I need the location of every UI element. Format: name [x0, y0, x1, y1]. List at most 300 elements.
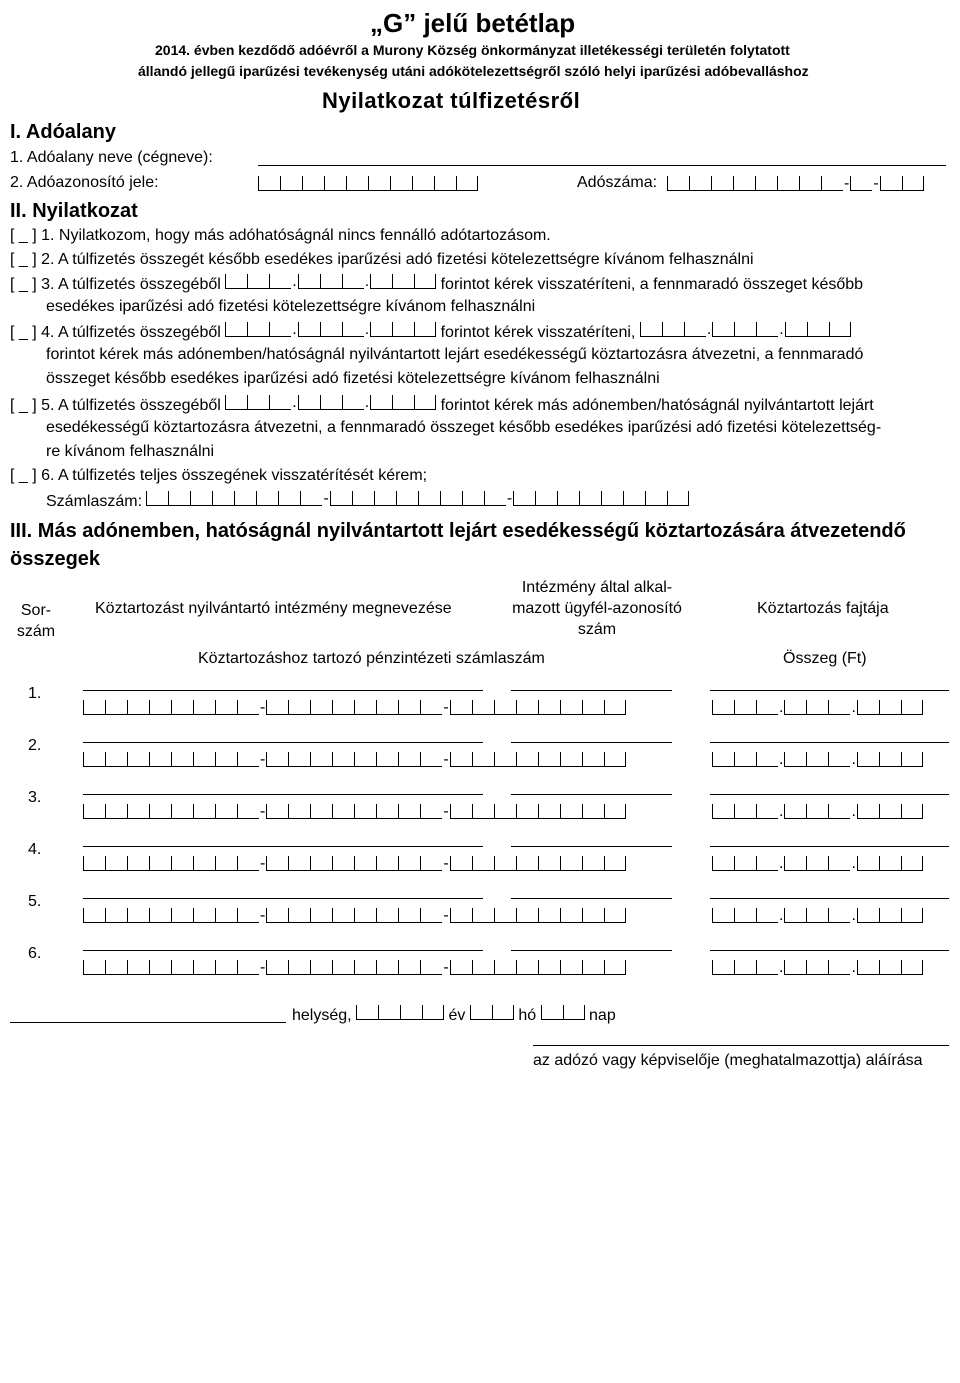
input-box[interactable]: [288, 960, 310, 975]
input-box[interactable]: [420, 856, 442, 871]
input-box[interactable]: [640, 322, 662, 337]
input-box[interactable]: [734, 960, 756, 975]
input-box[interactable]: [298, 395, 320, 410]
input-box[interactable]: [712, 804, 734, 819]
client-id-field[interactable]: [511, 690, 672, 691]
input-box[interactable]: [807, 322, 829, 337]
row-account-boxes[interactable]: [83, 960, 626, 980]
input-box[interactable]: [821, 176, 843, 191]
input-box[interactable]: [472, 804, 494, 819]
input-box[interactable]: [756, 856, 778, 871]
input-box[interactable]: [288, 908, 310, 923]
input-box[interactable]: [171, 752, 193, 767]
input-box[interactable]: [310, 908, 332, 923]
input-box[interactable]: [712, 752, 734, 767]
input-box[interactable]: [434, 176, 456, 191]
input-box[interactable]: [105, 700, 127, 715]
input-box[interactable]: [266, 700, 288, 715]
input-box[interactable]: [756, 908, 778, 923]
input-box[interactable]: [806, 700, 828, 715]
input-box[interactable]: [806, 752, 828, 767]
input-box[interactable]: [734, 322, 756, 337]
input-box[interactable]: [828, 908, 850, 923]
input-box[interactable]: [901, 752, 923, 767]
input-box[interactable]: [398, 804, 420, 819]
client-id-field[interactable]: [511, 742, 672, 743]
input-box[interactable]: [83, 960, 105, 975]
input-box[interactable]: [560, 752, 582, 767]
input-box[interactable]: [516, 856, 538, 871]
input-box[interactable]: [828, 804, 850, 819]
input-box[interactable]: [412, 176, 434, 191]
input-box[interactable]: [298, 322, 320, 337]
input-box[interactable]: [857, 752, 879, 767]
day-boxes[interactable]: [541, 1005, 585, 1020]
input-box[interactable]: [422, 1005, 444, 1020]
input-box[interactable]: [806, 908, 828, 923]
input-box[interactable]: [398, 960, 420, 975]
input-box[interactable]: [828, 700, 850, 715]
input-box[interactable]: [288, 804, 310, 819]
input-box[interactable]: [472, 960, 494, 975]
input-box[interactable]: [400, 1005, 422, 1020]
input-box[interactable]: [392, 274, 414, 289]
input-box[interactable]: [320, 322, 342, 337]
input-box[interactable]: [601, 491, 623, 506]
year-boxes[interactable]: [356, 1005, 444, 1020]
debt-type-field[interactable]: [710, 846, 949, 847]
institution-field[interactable]: [83, 950, 483, 951]
input-box[interactable]: [171, 804, 193, 819]
input-box[interactable]: [828, 856, 850, 871]
input-box[interactable]: [901, 960, 923, 975]
input-box[interactable]: [901, 700, 923, 715]
input-box[interactable]: [247, 322, 269, 337]
input-box[interactable]: [756, 960, 778, 975]
input-box[interactable]: [225, 322, 247, 337]
input-box[interactable]: [269, 322, 291, 337]
input-box[interactable]: [784, 960, 806, 975]
input-box[interactable]: [560, 960, 582, 975]
input-box[interactable]: [225, 395, 247, 410]
input-box[interactable]: [310, 960, 332, 975]
input-box[interactable]: [450, 908, 472, 923]
row-account-boxes[interactable]: [83, 908, 626, 928]
institution-field[interactable]: [83, 742, 483, 743]
input-box[interactable]: [880, 176, 902, 191]
input-box[interactable]: [582, 960, 604, 975]
input-box[interactable]: [712, 908, 734, 923]
input-box[interactable]: [857, 856, 879, 871]
institution-field[interactable]: [83, 794, 483, 795]
input-box[interactable]: [538, 960, 560, 975]
input-box[interactable]: [298, 274, 320, 289]
input-box[interactable]: [784, 752, 806, 767]
input-box[interactable]: [127, 856, 149, 871]
input-box[interactable]: [212, 491, 234, 506]
input-box[interactable]: [310, 856, 332, 871]
input-box[interactable]: [516, 908, 538, 923]
row-account-boxes[interactable]: [83, 856, 626, 876]
input-box[interactable]: [684, 322, 706, 337]
input-box[interactable]: [604, 908, 626, 923]
item-3-amount-boxes[interactable]: [225, 274, 436, 289]
input-box[interactable]: [127, 700, 149, 715]
input-box[interactable]: [582, 752, 604, 767]
institution-field[interactable]: [83, 846, 483, 847]
input-box[interactable]: [734, 804, 756, 819]
tax-number-boxes[interactable]: [667, 176, 924, 196]
input-box[interactable]: [354, 752, 376, 767]
input-box[interactable]: [193, 856, 215, 871]
input-box[interactable]: [538, 908, 560, 923]
input-box[interactable]: [777, 176, 799, 191]
input-box[interactable]: [712, 856, 734, 871]
input-box[interactable]: [310, 752, 332, 767]
input-box[interactable]: [450, 804, 472, 819]
input-box[interactable]: [492, 1005, 514, 1020]
input-box[interactable]: [168, 491, 190, 506]
input-box[interactable]: [83, 752, 105, 767]
input-box[interactable]: [784, 908, 806, 923]
input-box[interactable]: [398, 752, 420, 767]
input-box[interactable]: [494, 908, 516, 923]
input-box[interactable]: [756, 752, 778, 767]
input-box[interactable]: [324, 176, 346, 191]
input-box[interactable]: [414, 395, 436, 410]
input-box[interactable]: [450, 700, 472, 715]
debt-type-field[interactable]: [710, 690, 949, 691]
input-box[interactable]: [288, 856, 310, 871]
input-box[interactable]: [604, 804, 626, 819]
input-box[interactable]: [266, 856, 288, 871]
taxpayer-name-field[interactable]: [258, 165, 946, 166]
input-box[interactable]: [378, 1005, 400, 1020]
input-box[interactable]: [712, 322, 734, 337]
input-box[interactable]: [784, 804, 806, 819]
input-box[interactable]: [374, 491, 396, 506]
declaration-item-1[interactable]: [ _ ] 1. Nyilatkozom, hogy más adóhatóságnál nincs fennálló adótartozásom.: [10, 227, 551, 244]
input-box[interactable]: [462, 491, 484, 506]
input-box[interactable]: [171, 960, 193, 975]
input-box[interactable]: [829, 322, 851, 337]
input-box[interactable]: [215, 752, 237, 767]
input-box[interactable]: [494, 804, 516, 819]
input-box[interactable]: [850, 176, 872, 191]
input-box[interactable]: [879, 856, 901, 871]
input-box[interactable]: [376, 752, 398, 767]
declaration-item-4[interactable]: [10, 322, 851, 342]
input-box[interactable]: [342, 395, 364, 410]
input-box[interactable]: [342, 322, 364, 337]
input-box[interactable]: [193, 960, 215, 975]
row-amount-boxes[interactable]: [712, 700, 923, 720]
item-4-amount-boxes-2[interactable]: [640, 322, 851, 337]
input-box[interactable]: [784, 700, 806, 715]
input-box[interactable]: [733, 176, 755, 191]
place-field[interactable]: [10, 1022, 286, 1023]
input-box[interactable]: [269, 395, 291, 410]
input-box[interactable]: [215, 908, 237, 923]
input-box[interactable]: [538, 856, 560, 871]
input-box[interactable]: [149, 752, 171, 767]
input-box[interactable]: [237, 752, 259, 767]
input-box[interactable]: [310, 804, 332, 819]
input-box[interactable]: [105, 908, 127, 923]
input-box[interactable]: [901, 804, 923, 819]
input-box[interactable]: [390, 176, 412, 191]
debt-type-field[interactable]: [710, 950, 949, 951]
input-box[interactable]: [604, 752, 626, 767]
tax-id-boxes[interactable]: [258, 176, 478, 196]
input-box[interactable]: [538, 700, 560, 715]
month-boxes[interactable]: [470, 1005, 514, 1020]
input-box[interactable]: [516, 804, 538, 819]
input-box[interactable]: [806, 804, 828, 819]
input-box[interactable]: [579, 491, 601, 506]
input-box[interactable]: [513, 491, 535, 506]
signature-line[interactable]: [533, 1045, 949, 1046]
input-box[interactable]: [604, 856, 626, 871]
input-box[interactable]: [879, 752, 901, 767]
input-box[interactable]: [756, 700, 778, 715]
bank-account-row[interactable]: [46, 491, 689, 511]
input-box[interactable]: [225, 274, 247, 289]
input-box[interactable]: [756, 322, 778, 337]
input-box[interactable]: [266, 960, 288, 975]
input-box[interactable]: [193, 752, 215, 767]
input-box[interactable]: [398, 700, 420, 715]
input-box[interactable]: [667, 176, 689, 191]
row-amount-boxes[interactable]: [712, 960, 923, 980]
input-box[interactable]: [756, 804, 778, 819]
input-box[interactable]: [105, 804, 127, 819]
input-box[interactable]: [376, 700, 398, 715]
input-box[interactable]: [105, 960, 127, 975]
input-box[interactable]: [879, 908, 901, 923]
input-box[interactable]: [560, 700, 582, 715]
input-box[interactable]: [332, 960, 354, 975]
input-box[interactable]: [370, 322, 392, 337]
input-box[interactable]: [420, 804, 442, 819]
input-box[interactable]: [215, 700, 237, 715]
input-box[interactable]: [541, 1005, 563, 1020]
input-box[interactable]: [280, 176, 302, 191]
input-box[interactable]: [440, 491, 462, 506]
input-box[interactable]: [278, 491, 300, 506]
debt-type-field[interactable]: [710, 742, 949, 743]
input-box[interactable]: [370, 395, 392, 410]
input-box[interactable]: [623, 491, 645, 506]
input-box[interactable]: [516, 960, 538, 975]
input-box[interactable]: [300, 491, 322, 506]
input-box[interactable]: [494, 960, 516, 975]
input-box[interactable]: [450, 960, 472, 975]
input-box[interactable]: [354, 960, 376, 975]
input-box[interactable]: [193, 804, 215, 819]
input-box[interactable]: [857, 960, 879, 975]
input-box[interactable]: [828, 752, 850, 767]
input-box[interactable]: [288, 700, 310, 715]
row-amount-boxes[interactable]: [712, 856, 923, 876]
input-box[interactable]: [127, 908, 149, 923]
input-box[interactable]: [414, 322, 436, 337]
input-box[interactable]: [237, 908, 259, 923]
input-box[interactable]: [149, 960, 171, 975]
input-box[interactable]: [902, 176, 924, 191]
input-box[interactable]: [258, 176, 280, 191]
input-box[interactable]: [472, 752, 494, 767]
input-box[interactable]: [494, 856, 516, 871]
input-box[interactable]: [560, 804, 582, 819]
input-box[interactable]: [418, 491, 440, 506]
input-box[interactable]: [734, 908, 756, 923]
row-amount-boxes[interactable]: [712, 752, 923, 772]
input-box[interactable]: [420, 908, 442, 923]
input-box[interactable]: [472, 856, 494, 871]
input-box[interactable]: [247, 274, 269, 289]
bank-account-boxes[interactable]: [146, 491, 689, 506]
input-box[interactable]: [662, 322, 684, 337]
input-box[interactable]: [582, 700, 604, 715]
input-box[interactable]: [901, 856, 923, 871]
input-box[interactable]: [171, 856, 193, 871]
input-box[interactable]: [190, 491, 212, 506]
declaration-item-5[interactable]: [10, 395, 874, 415]
input-box[interactable]: [346, 176, 368, 191]
input-box[interactable]: [472, 700, 494, 715]
input-box[interactable]: [398, 908, 420, 923]
client-id-field[interactable]: [511, 950, 672, 951]
input-box[interactable]: [470, 1005, 492, 1020]
row-account-boxes[interactable]: [83, 804, 626, 824]
input-box[interactable]: [149, 908, 171, 923]
input-box[interactable]: [149, 856, 171, 871]
input-box[interactable]: [456, 176, 478, 191]
debt-type-field[interactable]: [710, 898, 949, 899]
input-box[interactable]: [215, 804, 237, 819]
input-box[interactable]: [237, 700, 259, 715]
input-box[interactable]: [785, 322, 807, 337]
input-box[interactable]: [370, 274, 392, 289]
declaration-item-6[interactable]: [ _ ] 6. A túlfizetés teljes összegének visszatérítését kérem;: [10, 467, 428, 484]
input-box[interactable]: [484, 491, 506, 506]
input-box[interactable]: [237, 960, 259, 975]
input-box[interactable]: [302, 176, 324, 191]
declaration-item-3[interactable]: [10, 274, 863, 294]
input-box[interactable]: [215, 960, 237, 975]
input-box[interactable]: [712, 960, 734, 975]
input-box[interactable]: [857, 908, 879, 923]
input-box[interactable]: [557, 491, 579, 506]
input-box[interactable]: [538, 752, 560, 767]
input-box[interactable]: [734, 856, 756, 871]
input-box[interactable]: [414, 274, 436, 289]
row-amount-boxes[interactable]: [712, 908, 923, 928]
client-id-field[interactable]: [511, 898, 672, 899]
input-box[interactable]: [420, 960, 442, 975]
input-box[interactable]: [689, 176, 711, 191]
input-box[interactable]: [83, 804, 105, 819]
debt-type-field[interactable]: [710, 794, 949, 795]
input-box[interactable]: [857, 804, 879, 819]
input-box[interactable]: [734, 700, 756, 715]
input-box[interactable]: [494, 752, 516, 767]
input-box[interactable]: [392, 322, 414, 337]
input-box[interactable]: [582, 804, 604, 819]
input-box[interactable]: [806, 960, 828, 975]
input-box[interactable]: [560, 908, 582, 923]
input-box[interactable]: [828, 960, 850, 975]
input-box[interactable]: [83, 908, 105, 923]
item-5-amount-boxes[interactable]: [225, 395, 436, 410]
input-box[interactable]: [171, 700, 193, 715]
input-box[interactable]: [450, 752, 472, 767]
input-box[interactable]: [516, 700, 538, 715]
input-box[interactable]: [320, 395, 342, 410]
input-box[interactable]: [332, 700, 354, 715]
institution-field[interactable]: [83, 898, 483, 899]
input-box[interactable]: [83, 856, 105, 871]
input-box[interactable]: [269, 274, 291, 289]
input-box[interactable]: [879, 960, 901, 975]
input-box[interactable]: [516, 752, 538, 767]
input-box[interactable]: [256, 491, 278, 506]
input-box[interactable]: [332, 856, 354, 871]
input-box[interactable]: [83, 700, 105, 715]
input-box[interactable]: [712, 700, 734, 715]
input-box[interactable]: [604, 700, 626, 715]
input-box[interactable]: [645, 491, 667, 506]
input-box[interactable]: [420, 752, 442, 767]
client-id-field[interactable]: [511, 846, 672, 847]
input-box[interactable]: [215, 856, 237, 871]
input-box[interactable]: [535, 491, 557, 506]
input-box[interactable]: [472, 908, 494, 923]
input-box[interactable]: [560, 856, 582, 871]
input-box[interactable]: [332, 752, 354, 767]
input-box[interactable]: [376, 960, 398, 975]
input-box[interactable]: [376, 908, 398, 923]
input-box[interactable]: [237, 804, 259, 819]
input-box[interactable]: [193, 700, 215, 715]
input-box[interactable]: [266, 804, 288, 819]
row-account-boxes[interactable]: [83, 700, 626, 720]
input-box[interactable]: [105, 752, 127, 767]
input-box[interactable]: [330, 491, 352, 506]
institution-field[interactable]: [83, 690, 483, 691]
input-box[interactable]: [368, 176, 390, 191]
input-box[interactable]: [354, 856, 376, 871]
input-box[interactable]: [310, 700, 332, 715]
input-box[interactable]: [582, 908, 604, 923]
input-box[interactable]: [127, 804, 149, 819]
input-box[interactable]: [354, 804, 376, 819]
input-box[interactable]: [352, 491, 374, 506]
input-box[interactable]: [582, 856, 604, 871]
input-box[interactable]: [376, 804, 398, 819]
input-box[interactable]: [879, 804, 901, 819]
input-box[interactable]: [784, 856, 806, 871]
input-box[interactable]: [149, 804, 171, 819]
input-box[interactable]: [392, 395, 414, 410]
input-box[interactable]: [354, 908, 376, 923]
input-box[interactable]: [450, 856, 472, 871]
input-box[interactable]: [193, 908, 215, 923]
input-box[interactable]: [376, 856, 398, 871]
input-box[interactable]: [396, 491, 418, 506]
input-box[interactable]: [247, 395, 269, 410]
